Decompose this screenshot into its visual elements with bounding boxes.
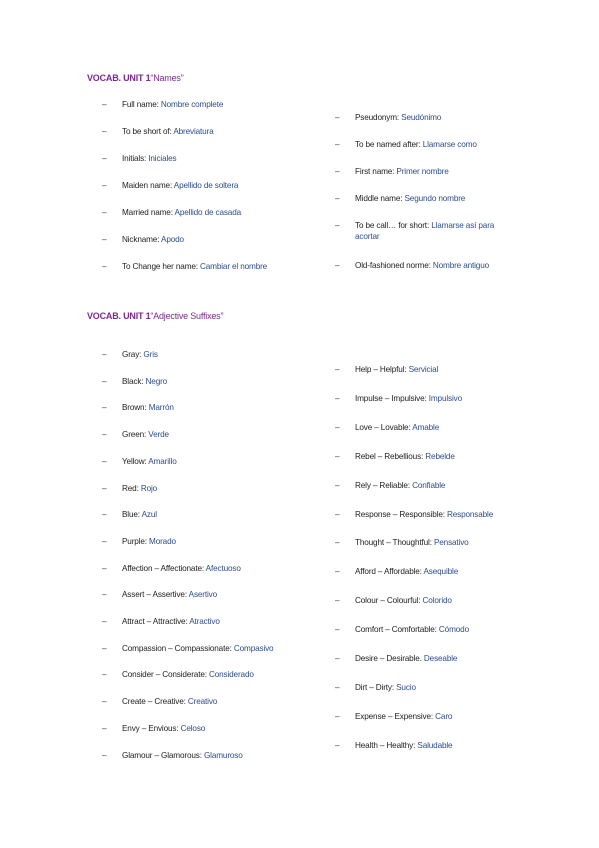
section-title: VOCAB. UNIT 1 (87, 73, 151, 83)
english-term: Assert – Assertive (122, 590, 185, 600)
english-term: Response – Responsible (355, 509, 443, 519)
term-separator: : (404, 365, 409, 374)
vocab-item (335, 682, 416, 693)
vocab-item (102, 536, 176, 547)
spanish-translation: Servicial (408, 365, 439, 374)
spanish-translation: Confiable (412, 480, 446, 490)
bullet-dash: – (335, 221, 340, 230)
vocab-item (335, 422, 439, 433)
bullet-dash: – (102, 590, 107, 600)
vocab-item (102, 643, 273, 654)
english-term: Consider – Considerate (122, 670, 205, 680)
spanish-translation: Morado (149, 536, 176, 546)
vocab-item (102, 180, 238, 191)
vocab-item (102, 261, 267, 272)
vocab-item (102, 669, 254, 680)
english-term: Attract – Attractive (122, 617, 186, 626)
term-separator: : (201, 563, 206, 573)
term-separator: : (169, 181, 174, 190)
spanish-translation: Asequible (423, 567, 459, 577)
term-separator: : (169, 127, 174, 136)
section-subtitle: “Names” (150, 73, 184, 83)
bullet-dash: – (335, 740, 340, 750)
english-term: Rebel – Rebellious (355, 451, 422, 461)
bullet-dash: – (335, 711, 340, 721)
spanish-translation: Asertivo (188, 590, 218, 600)
vocab-item (102, 99, 223, 110)
term-separator: : (204, 670, 209, 680)
english-term: Desire – Desirable. (355, 654, 422, 663)
vocab-item (102, 126, 214, 137)
section-suffixes-heading (87, 311, 223, 321)
english-term: First name (355, 167, 393, 176)
bullet-dash: – (335, 451, 340, 461)
term-separator: : (157, 235, 162, 244)
term-separator: : (421, 451, 426, 461)
vocab-item (102, 723, 205, 734)
bullet-dash: – (335, 261, 340, 270)
bullet-dash: – (102, 536, 107, 546)
term-separator: : (195, 262, 201, 271)
bullet-dash: – (102, 643, 107, 653)
vocab-item (335, 480, 445, 491)
term-separator: : (419, 567, 424, 577)
section-title: VOCAB. UNIT 1 (87, 311, 151, 321)
english-term: Compassion – Compassionate (122, 643, 230, 653)
bullet-dash: – (335, 194, 340, 203)
english-term: Red (122, 483, 137, 493)
term-separator: : (156, 100, 161, 109)
vocab-item (102, 589, 217, 600)
english-term: Create – Creative (122, 697, 184, 707)
term-separator: : (413, 740, 418, 750)
english-term: Maiden name (122, 181, 170, 190)
term-separator: : (136, 483, 141, 493)
spanish-translation: Caro (435, 711, 453, 721)
term-separator: : (139, 350, 144, 359)
term-separator: : (400, 194, 405, 203)
bullet-dash: – (335, 393, 340, 403)
bullet-dash: – (335, 538, 340, 548)
spanish-translation: Negro (145, 376, 168, 386)
term-separator: : (144, 536, 150, 546)
spanish-translation: Amable (412, 422, 440, 432)
english-term: Comfort – Comfortable (355, 625, 435, 635)
term-separator: : (144, 456, 149, 466)
spanish-translation: Afectuoso (205, 563, 241, 573)
vocab-item (335, 393, 462, 404)
vocab-item (335, 112, 441, 123)
term-separator: : (185, 617, 190, 626)
bullet-dash: – (102, 750, 107, 760)
section-subtitle: “Adjective Suffixes” (150, 311, 224, 321)
english-term: Colour – Colourful (355, 596, 419, 606)
vocab-item (335, 139, 477, 150)
bullet-dash: – (102, 617, 107, 626)
vocab-item (335, 711, 452, 722)
bullet-dash: – (335, 480, 340, 490)
vocab-item (102, 349, 158, 360)
bullet-dash: – (335, 625, 340, 635)
bullet-dash: – (102, 127, 107, 136)
bullet-dash: – (102, 376, 107, 386)
vocab-item (335, 220, 505, 242)
english-term: Initials (122, 154, 145, 163)
bullet-dash: – (102, 723, 107, 733)
spanish-translation: Llamarse así para acortar (355, 221, 495, 241)
term-separator: : (391, 682, 397, 692)
english-term: To be named after (355, 140, 419, 149)
english-term: Health – Healthy (355, 740, 414, 750)
bullet-dash: – (335, 167, 340, 176)
spanish-translation: Nombre antiguo (432, 261, 490, 270)
term-separator: : (430, 711, 436, 721)
spanish-translation: Pensativo (433, 538, 469, 548)
term-separator: : (407, 480, 413, 490)
english-term: Middle name (355, 194, 401, 203)
vocab-item (335, 260, 489, 271)
vocab-item (102, 456, 177, 467)
spanish-translation: Considerado (208, 670, 254, 680)
bullet-dash: – (335, 567, 340, 577)
term-separator: : (408, 422, 413, 432)
english-term: Pseudonym (355, 113, 397, 122)
spanish-translation: Impulsivo (428, 393, 462, 403)
bullet-dash: – (102, 262, 107, 271)
spanish-translation: Azul (141, 510, 157, 520)
spanish-translation: Amarillo (148, 456, 177, 466)
bullet-dash: – (335, 596, 340, 606)
vocab-item (335, 537, 469, 548)
term-separator: : (176, 723, 181, 733)
spanish-translation: Gris (143, 350, 158, 359)
spanish-translation: Creativo (187, 697, 218, 707)
spanish-translation: Colorido (422, 596, 452, 606)
english-term: Dirt – Dirty (355, 682, 392, 692)
english-term: To Change her name (122, 262, 196, 271)
spanish-translation: Verde (148, 430, 169, 440)
term-separator: : (418, 596, 423, 606)
term-separator: : (429, 538, 434, 548)
vocab-item (335, 653, 457, 664)
vocab-item (102, 616, 220, 627)
spanish-translation: Seudónimo (401, 113, 442, 122)
term-separator: : (199, 750, 204, 760)
spanish-translation: Compasivo (233, 643, 274, 653)
term-separator: : (170, 208, 175, 217)
english-term: Affection – Affectionate (122, 563, 202, 573)
term-separator: : (424, 393, 429, 403)
english-term: Gray (122, 350, 140, 359)
vocab-item (335, 193, 465, 204)
term-separator: : (392, 167, 397, 176)
english-term: Yellow (122, 456, 145, 466)
vocab-item (102, 207, 241, 218)
english-term: Black (122, 376, 142, 386)
bullet-dash: – (102, 208, 107, 217)
bullet-dash: – (335, 654, 340, 663)
vocab-item (102, 483, 157, 494)
english-term: To be call… for short (355, 221, 427, 230)
vocab-item (102, 153, 177, 164)
spanish-translation: Primer nombre (396, 167, 449, 176)
spanish-translation: Deseable (423, 654, 458, 663)
term-separator: : (144, 154, 149, 163)
term-separator: : (183, 697, 188, 707)
bullet-dash: – (102, 430, 107, 440)
term-separator: : (137, 510, 142, 520)
spanish-translation: Glamuroso (203, 750, 243, 760)
term-separator: : (144, 403, 149, 413)
spanish-translation: Cambiar el nombre (200, 262, 268, 271)
vocab-item (335, 364, 438, 375)
english-term: Full name (122, 100, 157, 109)
english-term: Brown (122, 403, 145, 413)
bullet-dash: – (102, 563, 107, 573)
vocab-item (102, 376, 167, 387)
section-names-heading (87, 73, 184, 83)
english-term: Afford – Affordable (355, 567, 420, 577)
bullet-dash: – (102, 697, 107, 707)
spanish-translation: Abreviatura (173, 127, 214, 136)
vocab-item (335, 624, 469, 635)
term-separator: : (442, 509, 447, 519)
spanish-translation: Apodo (161, 235, 184, 244)
spanish-translation: Apellido de casada (174, 208, 242, 217)
spanish-translation: Segundo nombre (404, 194, 466, 203)
bullet-dash: – (102, 235, 107, 244)
vocab-item (102, 509, 157, 520)
spanish-translation: Nombre complete (160, 100, 224, 109)
spanish-translation: Celoso (180, 723, 206, 733)
bullet-dash: – (335, 113, 340, 122)
vocab-item (102, 750, 243, 761)
spanish-translation: Atractivo (189, 617, 220, 626)
bullet-dash: – (102, 154, 107, 163)
spanish-translation: Sucio (396, 682, 416, 692)
spanish-translation: Apellido de soltera (173, 181, 239, 190)
bullet-dash: – (102, 350, 107, 359)
bullet-dash: – (102, 670, 107, 680)
term-separator: : (229, 643, 234, 653)
spanish-translation: Marrón (148, 403, 174, 413)
spanish-translation: Rojo (140, 483, 158, 493)
bullet-dash: – (102, 181, 107, 190)
english-term: Thought – Thoughtful (355, 538, 430, 548)
term-separator: : (426, 221, 432, 230)
english-term: Help – Helpful (355, 365, 405, 374)
vocab-item (335, 566, 458, 577)
vocab-item (102, 402, 174, 413)
term-separator: : (184, 590, 189, 600)
english-term: Purple (122, 536, 145, 546)
english-term: Rely – Reliable (355, 480, 408, 490)
english-term: Blue (122, 510, 138, 520)
bullet-dash: – (102, 510, 107, 520)
bullet-dash: – (335, 422, 340, 432)
english-term: Old-fashioned norme (355, 261, 429, 270)
bullet-dash: – (335, 140, 340, 149)
bullet-dash: – (102, 100, 107, 109)
term-separator: : (396, 113, 402, 122)
bullet-dash: – (335, 682, 340, 692)
vocab-item (102, 429, 169, 440)
spanish-translation: Rebelde (425, 451, 455, 461)
english-term: Envy – Envious (122, 723, 177, 733)
english-term: To be short of (122, 127, 170, 136)
english-term: Nickname (122, 235, 158, 244)
english-term: Glamour – Glamorous (122, 750, 200, 760)
spanish-translation: Cómodo (438, 625, 469, 635)
term-separator: : (428, 261, 433, 270)
bullet-dash: – (335, 509, 340, 519)
vocab-item (102, 696, 217, 707)
spanish-translation: Saludable (417, 740, 453, 750)
vocab-item (335, 740, 452, 751)
bullet-dash: – (102, 483, 107, 493)
spanish-translation: Iniciales (148, 154, 177, 163)
bullet-dash: – (102, 403, 107, 413)
spanish-translation: Llamarse como (422, 140, 477, 149)
term-separator: : (144, 430, 149, 440)
vocab-item (335, 509, 493, 520)
bullet-dash: – (102, 456, 107, 466)
vocab-item (335, 595, 452, 606)
term-separator: : (434, 625, 439, 635)
english-term: Love – Lovable (355, 422, 409, 432)
english-term: Impulse – Impulsive (355, 393, 425, 403)
vocab-item (102, 234, 184, 245)
english-term: Green (122, 430, 145, 440)
vocab-item (102, 563, 241, 574)
vocab-item (335, 451, 455, 462)
term-separator: : (141, 376, 146, 386)
bullet-dash: – (335, 365, 340, 374)
english-term: Married name (122, 208, 171, 217)
term-separator: : (418, 140, 423, 149)
spanish-translation: Responsable (446, 509, 494, 519)
english-term: Expense – Expensive (355, 711, 431, 721)
vocab-item (335, 166, 449, 177)
